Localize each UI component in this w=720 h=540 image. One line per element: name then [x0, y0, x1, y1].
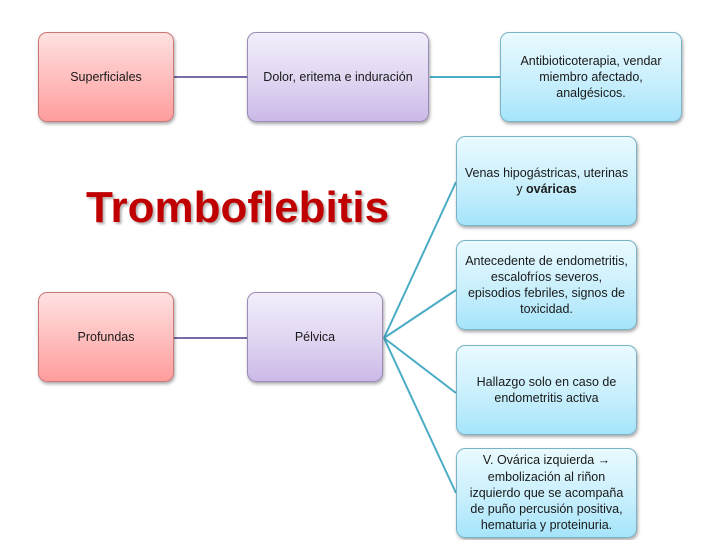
node-tratamiento	[500, 32, 682, 122]
node-ovarica	[456, 448, 637, 538]
node-venas	[456, 136, 637, 226]
node-dolor-eritema	[247, 32, 429, 122]
node-label: Hallazgo solo en caso de endometritis activa	[476, 374, 617, 405]
node-label: Venas hipogástricas, uterinas y ováricas	[464, 165, 629, 196]
node-label: Dolor, eritema e induración	[263, 69, 413, 84]
node-label: Antecedente de endometritis, escalofríos severos, episodios febriles, signos de toxicidad.	[465, 253, 628, 317]
node-label: V. Ovárica izquierda → embolización al riñon izquierdo que se acompaña de puño percusión positiva, hematuria y proteinuria.	[469, 453, 624, 533]
node-label: Antibioticoterapia, vendar miembro afectado, analgésicos.	[520, 53, 662, 101]
node-pelvica	[247, 292, 383, 382]
node-hallazgo	[456, 345, 637, 435]
node-label: Profundas	[77, 329, 135, 344]
diagram-title: Tromboflebitis	[86, 183, 390, 232]
node-antecedente	[456, 240, 637, 330]
node-label: Superficiales	[70, 69, 142, 84]
node-label: Pélvica	[294, 329, 336, 344]
node-profundas	[38, 292, 174, 382]
node-superficiales	[38, 32, 174, 122]
